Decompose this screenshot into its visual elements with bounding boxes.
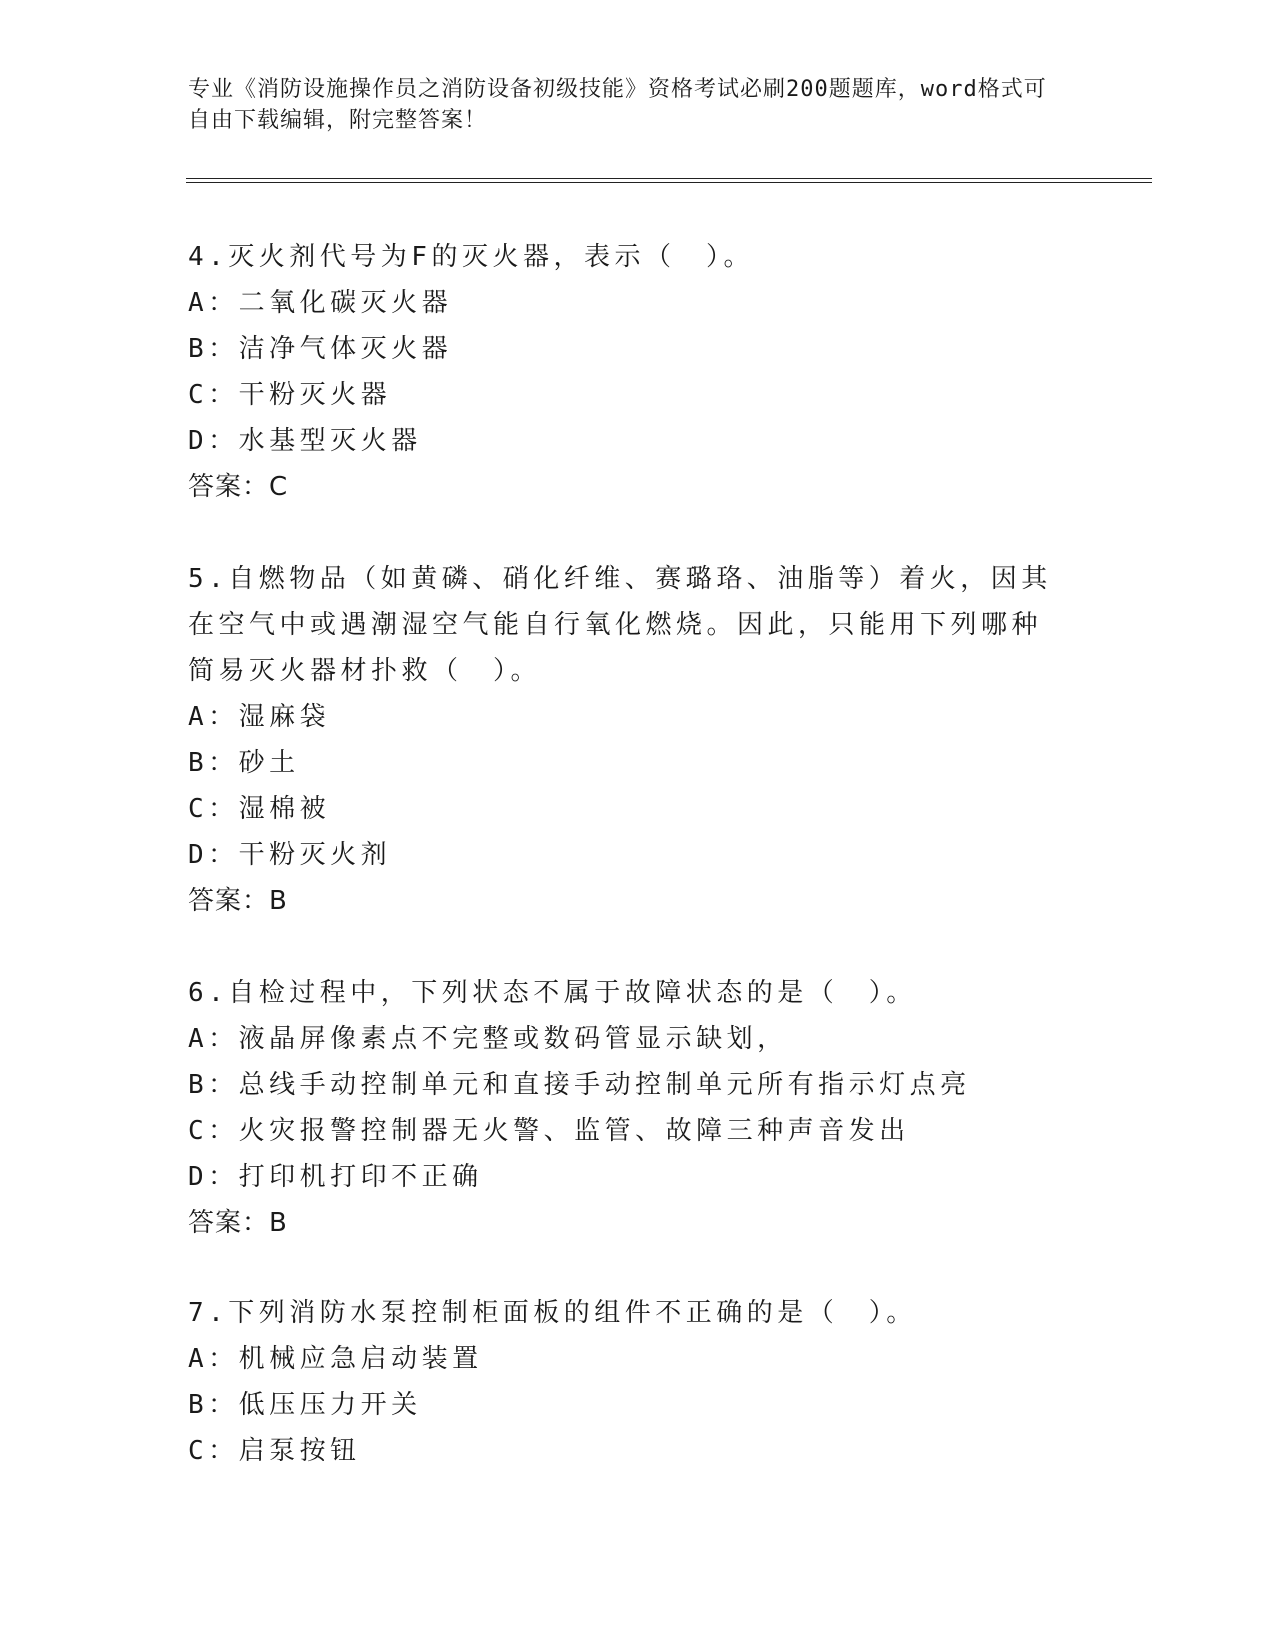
- option-b: B：砂土: [188, 748, 300, 778]
- option-b: B：洁净气体灭火器: [188, 334, 453, 364]
- option-d: D：打印机打印不正确: [188, 1162, 483, 1192]
- header-divider-bottom: [186, 182, 1152, 183]
- option-c: C：启泵按钮: [188, 1436, 361, 1466]
- option-c: C：火灾报警控制器无火警、监管、故障三种声音发出: [188, 1116, 910, 1146]
- option-d: D：水基型灭火器: [188, 426, 422, 456]
- question-spacer: [188, 1246, 1068, 1290]
- option-b: B：低压压力开关: [188, 1390, 422, 1420]
- question-spacer: [188, 924, 1068, 970]
- question-stem: 5.自燃物品（如黄磷、硝化纤维、赛璐珞、油脂等）着火，因其在空气中或遇潮湿空气能自行氧化燃烧。因此，只能用下列哪种简易灭火器材扑救（ ）。: [188, 564, 1052, 686]
- question-stem: 7.下列消防水泵控制柜面板的组件不正确的是（ ）。: [188, 1298, 917, 1328]
- option-a: A：二氧化碳灭火器: [188, 288, 453, 318]
- option-c: C：干粉灭火器: [188, 380, 392, 410]
- option-b: B：总线手动控制单元和直接手动控制单元所有指示灯点亮: [188, 1070, 971, 1100]
- question-5: [188, 556, 1068, 924]
- option-d: D：干粉灭火剂: [188, 840, 392, 870]
- answer: 答案：B: [188, 886, 288, 916]
- question-stem: 4.灭火剂代号为F的灭火器，表示（ ）。: [188, 242, 754, 272]
- question-list: [188, 234, 1068, 1474]
- question-6: [188, 970, 1068, 1246]
- question-stem: 6.自检过程中，下列状态不属于故障状态的是（ ）。: [188, 978, 917, 1008]
- answer: 答案：C: [188, 472, 289, 502]
- option-a: A：液晶屏像素点不完整或数码管显示缺划，: [188, 1024, 788, 1054]
- question-spacer: [188, 510, 1068, 556]
- document-header: 专业《消防设施操作员之消防设备初级技能》资格考试必刷200题题库，word格式可自由下载编辑，附完整答案！: [188, 77, 1047, 133]
- question-4: [188, 234, 1068, 510]
- option-c: C：湿棉被: [188, 794, 331, 824]
- question-7: [188, 1290, 1068, 1474]
- header-divider-top: [186, 178, 1152, 179]
- option-a: A：机械应急启动装置: [188, 1344, 483, 1374]
- answer: 答案：B: [188, 1208, 288, 1238]
- option-a: A：湿麻袋: [188, 702, 331, 732]
